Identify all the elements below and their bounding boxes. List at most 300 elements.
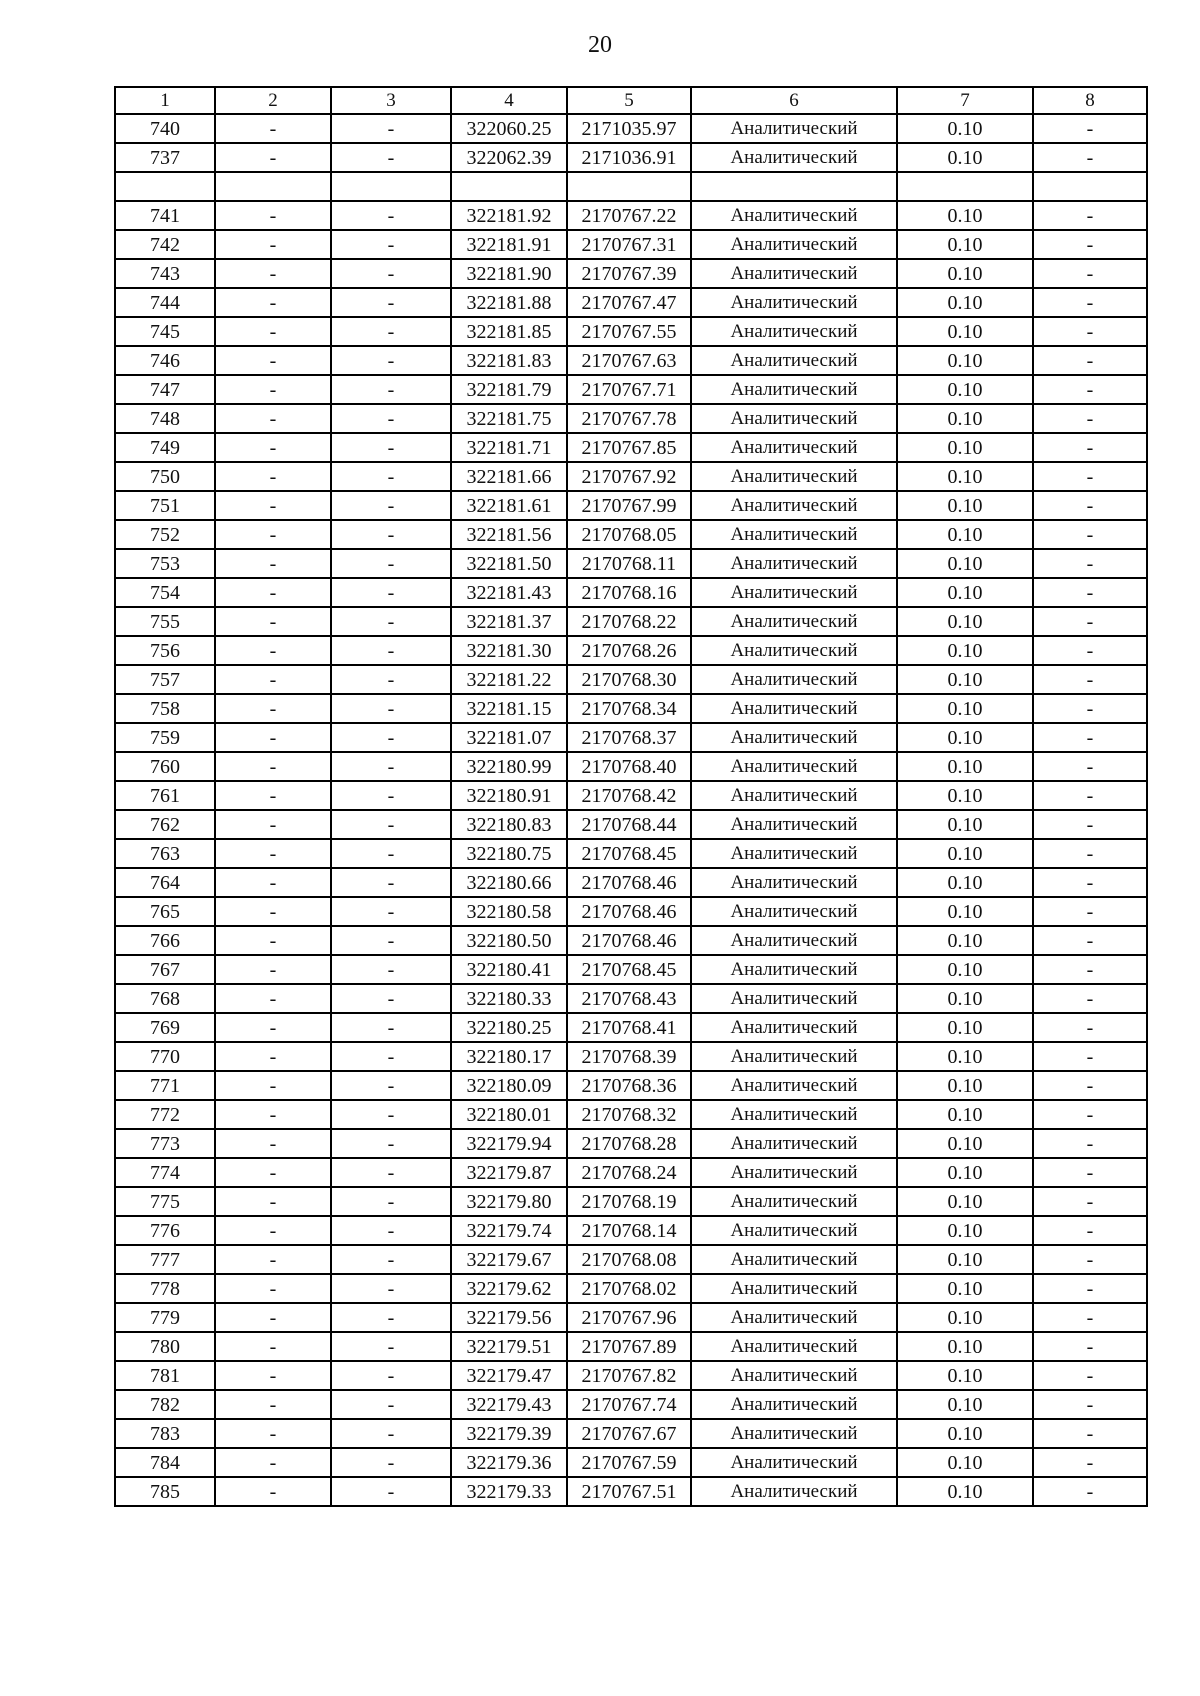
point-number-cell: 757 (115, 665, 215, 694)
method-cell: Аналитический (691, 1303, 897, 1332)
method-cell: Аналитический (691, 1129, 897, 1158)
col2-cell: - (215, 926, 331, 955)
accuracy-cell: 0.10 (897, 607, 1033, 636)
col3-cell: - (331, 694, 451, 723)
table-row (115, 1245, 1147, 1274)
accuracy-cell: 0.10 (897, 317, 1033, 346)
col2-cell: - (215, 201, 331, 230)
col3-cell: - (331, 549, 451, 578)
accuracy-cell: 0.10 (897, 462, 1033, 491)
col2-cell: - (215, 462, 331, 491)
col2-cell: - (215, 694, 331, 723)
x-coordinate-cell: 322180.25 (451, 1013, 567, 1042)
y-coordinate-cell: 2170768.39 (567, 1042, 691, 1071)
table-header-row (115, 87, 1147, 114)
accuracy-cell: 0.10 (897, 1100, 1033, 1129)
accuracy-cell: 0.10 (897, 694, 1033, 723)
col3-cell: - (331, 1013, 451, 1042)
table-row (115, 1361, 1147, 1390)
table-row (115, 317, 1147, 346)
table-row (115, 1100, 1147, 1129)
y-coordinate-cell: 2171036.91 (567, 143, 691, 172)
col3-cell: - (331, 665, 451, 694)
accuracy-cell: 0.10 (897, 433, 1033, 462)
method-cell: Аналитический (691, 201, 897, 230)
col8-cell: - (1033, 404, 1147, 433)
col2-cell: - (215, 114, 331, 143)
col2-cell: - (215, 578, 331, 607)
y-coordinate-cell: 2170767.39 (567, 259, 691, 288)
col8-cell: - (1033, 1361, 1147, 1390)
x-coordinate-cell: 322181.22 (451, 665, 567, 694)
method-cell: Аналитический (691, 810, 897, 839)
x-coordinate-cell: 322179.94 (451, 1129, 567, 1158)
table-row (115, 810, 1147, 839)
point-number-cell: 748 (115, 404, 215, 433)
col3-cell: - (331, 578, 451, 607)
y-coordinate-cell: 2170768.41 (567, 1013, 691, 1042)
x-coordinate-cell: 322181.71 (451, 433, 567, 462)
accuracy-cell: 0.10 (897, 259, 1033, 288)
col8-cell: - (1033, 433, 1147, 462)
accuracy-cell: 0.10 (897, 868, 1033, 897)
y-coordinate-cell: 2170767.78 (567, 404, 691, 433)
coordinates-table (114, 86, 1148, 1507)
point-number-cell: 741 (115, 201, 215, 230)
table-row (115, 1042, 1147, 1071)
col3-cell: - (331, 723, 451, 752)
table-row (115, 636, 1147, 665)
method-cell: Аналитический (691, 114, 897, 143)
x-coordinate-cell: 322181.50 (451, 549, 567, 578)
accuracy-cell: 0.10 (897, 520, 1033, 549)
col2-cell: - (215, 491, 331, 520)
header-cell: 4 (451, 87, 567, 114)
method-cell: Аналитический (691, 1477, 897, 1506)
accuracy-cell: 0.10 (897, 114, 1033, 143)
x-coordinate-cell: 322180.83 (451, 810, 567, 839)
col3-cell: - (331, 1042, 451, 1071)
y-coordinate-cell: 2170768.08 (567, 1245, 691, 1274)
col8-cell: - (1033, 346, 1147, 375)
x-coordinate-cell: 322180.17 (451, 1042, 567, 1071)
col8-cell: - (1033, 1303, 1147, 1332)
x-coordinate-cell (451, 172, 567, 201)
col8-cell: - (1033, 984, 1147, 1013)
method-cell: Аналитический (691, 346, 897, 375)
x-coordinate-cell: 322179.43 (451, 1390, 567, 1419)
col8-cell: - (1033, 1332, 1147, 1361)
col3-cell: - (331, 636, 451, 665)
point-number-cell: 764 (115, 868, 215, 897)
col2-cell: - (215, 1187, 331, 1216)
col8-cell: - (1033, 1129, 1147, 1158)
x-coordinate-cell: 322179.67 (451, 1245, 567, 1274)
accuracy-cell: 0.10 (897, 143, 1033, 172)
table-row (115, 549, 1147, 578)
y-coordinate-cell: 2170768.40 (567, 752, 691, 781)
y-coordinate-cell: 2170768.26 (567, 636, 691, 665)
method-cell: Аналитический (691, 868, 897, 897)
col8-cell: - (1033, 868, 1147, 897)
table-row (115, 1448, 1147, 1477)
table-row (115, 201, 1147, 230)
accuracy-cell: 0.10 (897, 1013, 1033, 1042)
y-coordinate-cell: 2170767.71 (567, 375, 691, 404)
point-number-cell: 761 (115, 781, 215, 810)
col3-cell: - (331, 288, 451, 317)
x-coordinate-cell: 322179.62 (451, 1274, 567, 1303)
method-cell: Аналитический (691, 462, 897, 491)
col3-cell: - (331, 1216, 451, 1245)
y-coordinate-cell: 2170767.89 (567, 1332, 691, 1361)
method-cell: Аналитический (691, 694, 897, 723)
col8-cell: - (1033, 520, 1147, 549)
col8-cell: - (1033, 955, 1147, 984)
accuracy-cell: 0.10 (897, 578, 1033, 607)
col2-cell: - (215, 230, 331, 259)
table-row (115, 1477, 1147, 1506)
col3-cell: - (331, 868, 451, 897)
col8-cell: - (1033, 839, 1147, 868)
col2-cell: - (215, 636, 331, 665)
col2-cell: - (215, 520, 331, 549)
point-number-cell: 785 (115, 1477, 215, 1506)
col8-cell: - (1033, 897, 1147, 926)
accuracy-cell: 0.10 (897, 1332, 1033, 1361)
y-coordinate-cell: 2170768.11 (567, 549, 691, 578)
col8-cell: - (1033, 1245, 1147, 1274)
point-number-cell: 769 (115, 1013, 215, 1042)
header-cell: 2 (215, 87, 331, 114)
col3-cell: - (331, 984, 451, 1013)
table-row (115, 491, 1147, 520)
y-coordinate-cell: 2170768.45 (567, 955, 691, 984)
table-row (115, 520, 1147, 549)
x-coordinate-cell: 322180.01 (451, 1100, 567, 1129)
col8-cell: - (1033, 1071, 1147, 1100)
point-number-cell: 751 (115, 491, 215, 520)
table-row (115, 1071, 1147, 1100)
method-cell: Аналитический (691, 607, 897, 636)
x-coordinate-cell: 322179.47 (451, 1361, 567, 1390)
col2-cell (215, 172, 331, 201)
table-row (115, 897, 1147, 926)
x-coordinate-cell: 322179.80 (451, 1187, 567, 1216)
y-coordinate-cell: 2170767.51 (567, 1477, 691, 1506)
table-row (115, 259, 1147, 288)
col3-cell: - (331, 201, 451, 230)
y-coordinate-cell: 2170767.47 (567, 288, 691, 317)
method-cell: Аналитический (691, 926, 897, 955)
accuracy-cell: 0.10 (897, 1187, 1033, 1216)
col8-cell (1033, 172, 1147, 201)
y-coordinate-cell: 2170768.46 (567, 897, 691, 926)
x-coordinate-cell: 322181.30 (451, 636, 567, 665)
point-number-cell: 746 (115, 346, 215, 375)
col8-cell: - (1033, 1042, 1147, 1071)
method-cell: Аналитический (691, 955, 897, 984)
table-row (115, 375, 1147, 404)
col2-cell: - (215, 752, 331, 781)
point-number-cell: 752 (115, 520, 215, 549)
y-coordinate-cell: 2170768.37 (567, 723, 691, 752)
method-cell: Аналитический (691, 665, 897, 694)
col3-cell: - (331, 897, 451, 926)
accuracy-cell: 0.10 (897, 491, 1033, 520)
x-coordinate-cell: 322181.66 (451, 462, 567, 491)
y-coordinate-cell: 2170768.44 (567, 810, 691, 839)
x-coordinate-cell: 322180.75 (451, 839, 567, 868)
col3-cell: - (331, 926, 451, 955)
col3-cell: - (331, 1071, 451, 1100)
y-coordinate-cell: 2170767.63 (567, 346, 691, 375)
y-coordinate-cell (567, 172, 691, 201)
x-coordinate-cell: 322181.07 (451, 723, 567, 752)
point-number-cell: 782 (115, 1390, 215, 1419)
method-cell: Аналитический (691, 520, 897, 549)
method-cell: Аналитический (691, 984, 897, 1013)
col2-cell: - (215, 723, 331, 752)
point-number-cell: 773 (115, 1129, 215, 1158)
x-coordinate-cell: 322179.51 (451, 1332, 567, 1361)
table-row (115, 723, 1147, 752)
accuracy-cell: 0.10 (897, 723, 1033, 752)
y-coordinate-cell: 2170768.28 (567, 1129, 691, 1158)
col3-cell: - (331, 1303, 451, 1332)
x-coordinate-cell: 322180.66 (451, 868, 567, 897)
point-number-cell: 763 (115, 839, 215, 868)
point-number-cell: 754 (115, 578, 215, 607)
table-row (115, 1332, 1147, 1361)
accuracy-cell: 0.10 (897, 1361, 1033, 1390)
y-coordinate-cell: 2170767.31 (567, 230, 691, 259)
col8-cell: - (1033, 549, 1147, 578)
col8-cell: - (1033, 1274, 1147, 1303)
col8-cell: - (1033, 143, 1147, 172)
col3-cell: - (331, 607, 451, 636)
x-coordinate-cell: 322180.99 (451, 752, 567, 781)
col2-cell: - (215, 810, 331, 839)
table-row (115, 1158, 1147, 1187)
col8-cell: - (1033, 665, 1147, 694)
col2-cell: - (215, 143, 331, 172)
header-cell: 7 (897, 87, 1033, 114)
accuracy-cell: 0.10 (897, 665, 1033, 694)
x-coordinate-cell: 322181.75 (451, 404, 567, 433)
col8-cell: - (1033, 491, 1147, 520)
accuracy-cell: 0.10 (897, 404, 1033, 433)
y-coordinate-cell: 2170768.42 (567, 781, 691, 810)
y-coordinate-cell: 2170768.46 (567, 926, 691, 955)
col3-cell: - (331, 259, 451, 288)
col3-cell: - (331, 1390, 451, 1419)
y-coordinate-cell: 2170768.16 (567, 578, 691, 607)
x-coordinate-cell: 322179.33 (451, 1477, 567, 1506)
col3-cell: - (331, 1158, 451, 1187)
col8-cell: - (1033, 1390, 1147, 1419)
col8-cell: - (1033, 230, 1147, 259)
col8-cell: - (1033, 462, 1147, 491)
method-cell: Аналитический (691, 1274, 897, 1303)
point-number-cell: 781 (115, 1361, 215, 1390)
col2-cell: - (215, 1100, 331, 1129)
x-coordinate-cell: 322181.88 (451, 288, 567, 317)
point-number-cell: 742 (115, 230, 215, 259)
method-cell: Аналитический (691, 1448, 897, 1477)
col8-cell: - (1033, 288, 1147, 317)
y-coordinate-cell: 2170768.19 (567, 1187, 691, 1216)
point-number-cell: 760 (115, 752, 215, 781)
x-coordinate-cell: 322180.50 (451, 926, 567, 955)
accuracy-cell: 0.10 (897, 1274, 1033, 1303)
col3-cell: - (331, 1477, 451, 1506)
table-row (115, 868, 1147, 897)
method-cell: Аналитический (691, 636, 897, 665)
col3-cell: - (331, 839, 451, 868)
x-coordinate-cell: 322179.39 (451, 1419, 567, 1448)
accuracy-cell: 0.10 (897, 549, 1033, 578)
accuracy-cell: 0.10 (897, 1042, 1033, 1071)
method-cell (691, 172, 897, 201)
x-coordinate-cell: 322179.87 (451, 1158, 567, 1187)
y-coordinate-cell: 2170768.22 (567, 607, 691, 636)
x-coordinate-cell: 322060.25 (451, 114, 567, 143)
y-coordinate-cell: 2170767.92 (567, 462, 691, 491)
col2-cell: - (215, 984, 331, 1013)
y-coordinate-cell: 2170767.96 (567, 1303, 691, 1332)
accuracy-cell: 0.10 (897, 346, 1033, 375)
accuracy-cell: 0.10 (897, 1477, 1033, 1506)
accuracy-cell: 0.10 (897, 201, 1033, 230)
y-coordinate-cell: 2170767.74 (567, 1390, 691, 1419)
col3-cell: - (331, 114, 451, 143)
method-cell: Аналитический (691, 1390, 897, 1419)
method-cell: Аналитический (691, 578, 897, 607)
method-cell: Аналитический (691, 1187, 897, 1216)
table-row (115, 607, 1147, 636)
point-number-cell: 750 (115, 462, 215, 491)
col2-cell: - (215, 1013, 331, 1042)
col8-cell: - (1033, 810, 1147, 839)
point-number-cell: 745 (115, 317, 215, 346)
point-number-cell: 768 (115, 984, 215, 1013)
col2-cell: - (215, 549, 331, 578)
method-cell: Аналитический (691, 781, 897, 810)
table-row (115, 288, 1147, 317)
table-row (115, 172, 1147, 201)
point-number-cell: 779 (115, 1303, 215, 1332)
y-coordinate-cell: 2170768.32 (567, 1100, 691, 1129)
col3-cell: - (331, 1332, 451, 1361)
col8-cell: - (1033, 375, 1147, 404)
table-row (115, 346, 1147, 375)
point-number-cell: 784 (115, 1448, 215, 1477)
col8-cell: - (1033, 694, 1147, 723)
accuracy-cell: 0.10 (897, 375, 1033, 404)
header-cell: 5 (567, 87, 691, 114)
col3-cell: - (331, 143, 451, 172)
method-cell: Аналитический (691, 230, 897, 259)
method-cell: Аналитический (691, 1042, 897, 1071)
col2-cell: - (215, 955, 331, 984)
col2-cell: - (215, 1448, 331, 1477)
point-number-cell: 747 (115, 375, 215, 404)
table-row (115, 1274, 1147, 1303)
col3-cell: - (331, 230, 451, 259)
table-row (115, 462, 1147, 491)
col3-cell: - (331, 1187, 451, 1216)
accuracy-cell: 0.10 (897, 1303, 1033, 1332)
method-cell: Аналитический (691, 433, 897, 462)
point-number-cell: 777 (115, 1245, 215, 1274)
col8-cell: - (1033, 114, 1147, 143)
col2-cell: - (215, 1332, 331, 1361)
y-coordinate-cell: 2170768.30 (567, 665, 691, 694)
accuracy-cell: 0.10 (897, 1419, 1033, 1448)
col3-cell: - (331, 346, 451, 375)
x-coordinate-cell: 322181.61 (451, 491, 567, 520)
method-cell: Аналитический (691, 1216, 897, 1245)
accuracy-cell: 0.10 (897, 230, 1033, 259)
method-cell: Аналитический (691, 723, 897, 752)
table-row (115, 955, 1147, 984)
table-row (115, 781, 1147, 810)
point-number-cell: 770 (115, 1042, 215, 1071)
accuracy-cell: 0.10 (897, 1129, 1033, 1158)
table-row (115, 1303, 1147, 1332)
method-cell: Аналитический (691, 1100, 897, 1129)
col2-cell: - (215, 259, 331, 288)
col8-cell: - (1033, 1187, 1147, 1216)
point-number-cell: 737 (115, 143, 215, 172)
col3-cell: - (331, 433, 451, 462)
col3-cell: - (331, 404, 451, 433)
y-coordinate-cell: 2170767.55 (567, 317, 691, 346)
col3-cell: - (331, 375, 451, 404)
y-coordinate-cell: 2170767.22 (567, 201, 691, 230)
point-number-cell: 771 (115, 1071, 215, 1100)
y-coordinate-cell: 2170767.67 (567, 1419, 691, 1448)
method-cell: Аналитический (691, 1332, 897, 1361)
table-row (115, 433, 1147, 462)
col2-cell: - (215, 1042, 331, 1071)
col2-cell: - (215, 288, 331, 317)
accuracy-cell: 0.10 (897, 1245, 1033, 1274)
col2-cell: - (215, 1129, 331, 1158)
x-coordinate-cell: 322181.85 (451, 317, 567, 346)
col2-cell: - (215, 607, 331, 636)
col8-cell: - (1033, 578, 1147, 607)
col2-cell: - (215, 868, 331, 897)
col3-cell: - (331, 1129, 451, 1158)
table-row (115, 1390, 1147, 1419)
method-cell: Аналитический (691, 491, 897, 520)
point-number-cell: 774 (115, 1158, 215, 1187)
y-coordinate-cell: 2170768.14 (567, 1216, 691, 1245)
col3-cell: - (331, 1274, 451, 1303)
y-coordinate-cell: 2170767.85 (567, 433, 691, 462)
method-cell: Аналитический (691, 1419, 897, 1448)
y-coordinate-cell: 2170767.59 (567, 1448, 691, 1477)
header-cell: 1 (115, 87, 215, 114)
accuracy-cell: 0.10 (897, 984, 1033, 1013)
col3-cell: - (331, 317, 451, 346)
x-coordinate-cell: 322181.15 (451, 694, 567, 723)
method-cell: Аналитический (691, 1361, 897, 1390)
point-number-cell: 758 (115, 694, 215, 723)
point-number-cell: 753 (115, 549, 215, 578)
